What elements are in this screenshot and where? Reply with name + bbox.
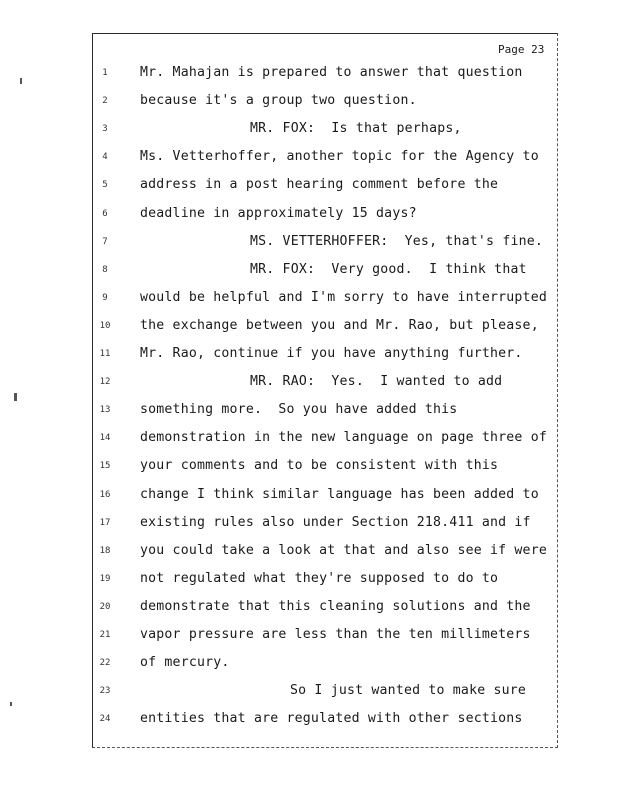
transcript-line — [92, 318, 558, 338]
line-text: Mr. Rao, continue if you have anything further. — [140, 346, 523, 361]
transcript-line — [92, 683, 558, 703]
line-number: 21 — [99, 630, 111, 640]
scan-speck — [10, 702, 12, 706]
line-text: of mercury. — [140, 655, 230, 671]
line-text: the exchange between you and Mr. Rao, but please, — [140, 317, 539, 333]
transcript-line — [92, 374, 558, 394]
line-number: 12 — [99, 377, 111, 388]
line-text: something more. So you have added this — [140, 402, 458, 418]
line-number: 19 — [99, 573, 111, 584]
line-number: 24 — [99, 714, 111, 725]
transcript-line — [92, 234, 558, 254]
line-text: would be helpful and I'm sorry to have interrupted — [140, 289, 547, 305]
transcript-line — [92, 206, 558, 226]
transcript-line — [92, 177, 558, 197]
line-number: 1 — [102, 68, 108, 78]
transcript-line — [92, 571, 558, 591]
line-text: vapor pressure are less than the ten millimeters — [140, 627, 531, 642]
line-number: 20 — [99, 601, 111, 612]
transcript-line — [92, 487, 558, 507]
line-number: 8 — [102, 264, 108, 275]
transcript-line — [92, 711, 558, 731]
line-number: 22 — [99, 658, 111, 669]
transcript-line — [92, 599, 558, 619]
transcript-line — [92, 346, 558, 366]
line-number: 17 — [99, 517, 111, 528]
line-text: deadline in approximately 15 days? — [140, 205, 417, 221]
transcript-line — [92, 543, 558, 563]
line-text: you could take a look at that and also see if were — [140, 542, 547, 558]
transcript-line — [92, 93, 558, 113]
line-number: 7 — [102, 236, 108, 247]
transcript-line — [92, 262, 558, 282]
line-text: MR. FOX: Very good. I think that — [250, 261, 527, 277]
line-number: 16 — [99, 489, 111, 500]
transcript-line — [92, 655, 558, 675]
line-text: So I just wanted to make sure — [290, 683, 527, 699]
line-text: MR. RAO: Yes. I wanted to add — [250, 374, 503, 390]
line-text: demonstrate that this cleaning solutions and the — [140, 598, 531, 614]
line-number: 11 — [99, 349, 111, 359]
transcript-line — [92, 121, 558, 141]
line-text: not regulated what they're supposed to do to — [140, 570, 499, 586]
transcript-line — [92, 149, 558, 169]
transcript-line — [92, 290, 558, 310]
scan-speck — [14, 393, 17, 401]
line-text: entities that are regulated with other sections — [140, 711, 523, 727]
line-text: Ms. Vetterhoffer, another topic for the Agency to — [140, 149, 539, 165]
line-text: existing rules also under Section 218.411 and if — [140, 514, 531, 530]
page-number: Page 23 — [498, 43, 545, 56]
line-number: 13 — [99, 405, 111, 416]
line-text: change I think similar language has been added to — [140, 486, 539, 502]
line-text: address in a post hearing comment before the — [140, 177, 499, 193]
line-number: 15 — [99, 461, 111, 472]
line-number: 10 — [99, 320, 111, 331]
line-text: MR. FOX: Is that perhaps, — [250, 121, 462, 137]
line-text: your comments and to be consistent with this — [140, 458, 499, 474]
transcript-line — [92, 627, 558, 647]
line-number: 18 — [99, 545, 111, 556]
line-number: 14 — [99, 433, 111, 444]
scan-speck — [20, 78, 22, 84]
line-number: 5 — [102, 180, 108, 191]
line-number: 23 — [99, 686, 111, 697]
transcript-line — [92, 515, 558, 535]
line-text: MS. VETTERHOFFER: Yes, that's fine. — [250, 233, 544, 249]
line-text: demonstration in the new language on page three of — [140, 430, 547, 446]
line-number: 4 — [102, 152, 108, 163]
transcript-line — [92, 430, 558, 450]
line-number: 6 — [102, 208, 108, 219]
transcript-line — [92, 402, 558, 422]
line-number: 9 — [102, 292, 108, 303]
line-text: Mr. Mahajan is prepared to answer that question — [140, 65, 523, 80]
line-text: because it's a group two question. — [140, 93, 417, 109]
transcript-line — [92, 65, 558, 85]
line-number: 2 — [102, 96, 108, 107]
line-number: 3 — [102, 124, 108, 135]
transcript-line — [92, 458, 558, 478]
